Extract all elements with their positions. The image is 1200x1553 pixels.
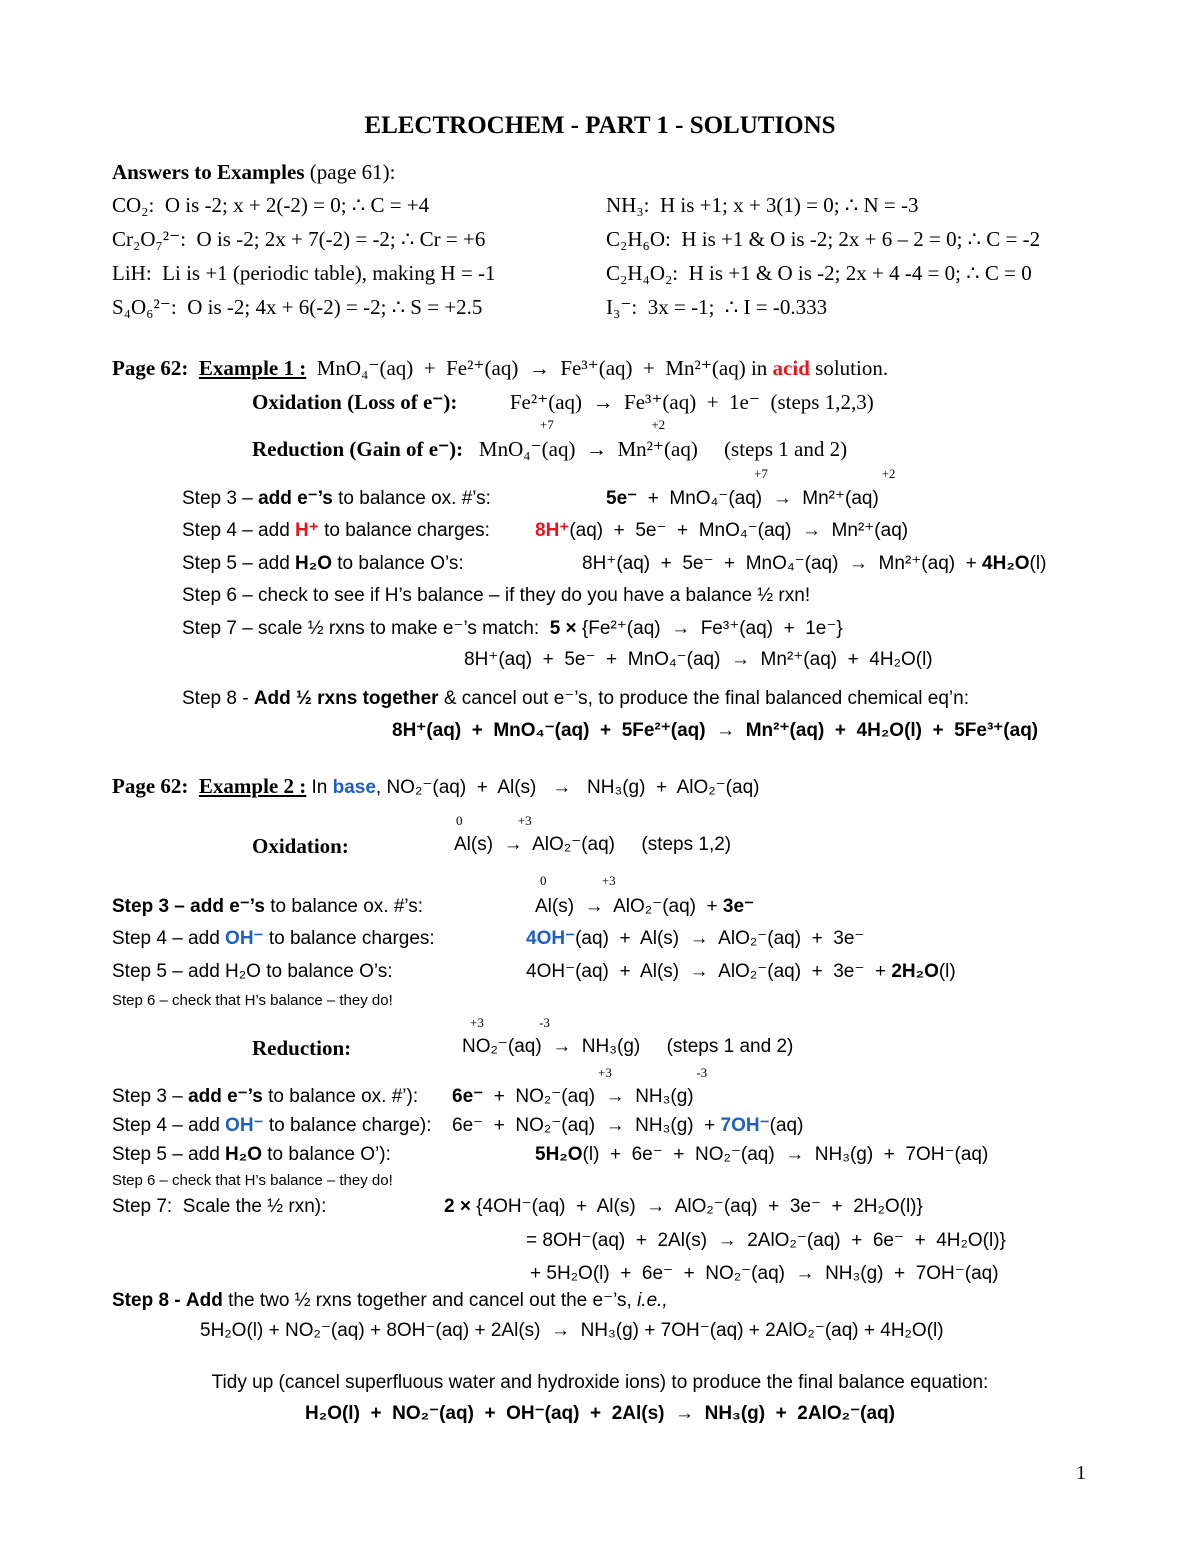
example2-header — [112, 774, 759, 799]
ex2-step8-eq: 5H₂O(l) + NO₂⁻(aq) + 8OH⁻(aq) + 2Al(s) → NH₃(g) + 7OH⁻(aq) + 2AlO₂⁻(aq) + 4H₂O(l) — [200, 1320, 944, 1341]
ex1-step7-bold: 5 × — [549, 618, 577, 639]
ex1-reduction-eq: MnO₄⁻(aq) → Mn²⁺(aq) (steps 1 and 2) — [478, 437, 848, 461]
ex2-reduction-eq: NO₂⁻(aq) → NH₃(g) (steps 1 and 2) — [462, 1036, 794, 1057]
answer-i3: I₃⁻: 3x = -1; ∴ I = -0.333 — [606, 295, 828, 319]
ex1-step3-eq-bold: 5e⁻ — [606, 488, 638, 509]
ex1-step3-pre: Step 3 – — [182, 488, 253, 509]
ex2-ox-step3-post: to balance ox. #’s: — [270, 896, 424, 917]
ex2-step8 — [112, 1290, 668, 1312]
ex1-oxidation-label: Oxidation (Loss of e⁻): — [252, 390, 458, 414]
ex2-ox-step4-eq-rest: (aq) + Al(s) → AlO₂⁻(aq) + 3e⁻ — [575, 928, 865, 949]
ex2-red-step4-eq-end: (aq) — [769, 1115, 804, 1136]
ex2-red-step4-ion: OH⁻ — [225, 1115, 264, 1136]
ex2-ox-step5-eq-bold: 2H₂O — [891, 961, 939, 982]
ex2-red-step5-bold: H₂O — [225, 1144, 262, 1165]
answer-lih: LiH: Li is +1 (periodic table), making H = -1 — [112, 261, 496, 285]
ex2-ox-step4 — [112, 928, 435, 950]
ex2-oxidation-line — [252, 834, 349, 858]
ex1-step3-eq-rest: + MnO₄⁻(aq) → Mn²⁺(aq) — [647, 488, 879, 509]
ex1-step5-bold: H₂O — [295, 553, 332, 574]
ex1-step7-eq2: 8H⁺(aq) + 5e⁻ + MnO₄⁻(aq) → Mn²⁺(aq) + 4H₂O(l) — [464, 649, 933, 670]
ex1-step5-post: to balance O’s: — [337, 553, 464, 574]
example1-header — [112, 356, 888, 380]
ex2-ox-step6: Step 6 – check that H’s balance – they do! — [112, 992, 393, 1009]
ex2-ox-numbers-2: 0 +3 — [540, 873, 616, 888]
ex2-red-step3-pre: Step 3 – — [112, 1086, 183, 1107]
ex2-red-step4-eq — [452, 1115, 803, 1137]
ex2-ox-step4-post: to balance charges: — [268, 928, 435, 949]
ex2-red-step5-eq-bold: 5H₂O — [535, 1144, 583, 1165]
acid-keyword: acid — [772, 356, 810, 380]
ex2-step7-eq2: = 8OH⁻(aq) + 2Al(s) → 2AlO₂⁻(aq) + 6e⁻ + 4H₂O(l)} — [526, 1230, 1006, 1251]
answer-c2h6o: C₂H₆O: H is +1 & O is -2; 2x + 6 – 2 = 0; ∴ C = -2 — [606, 227, 1041, 251]
ex2-red-step4-pre: Step 4 – add — [112, 1115, 220, 1136]
ex2-step7-eq-rest: {4OH⁻(aq) + Al(s) → AlO₂⁻(aq) + 3e⁻ + 2H₂O(l)} — [476, 1196, 923, 1217]
base-keyword: base — [332, 777, 376, 798]
ex2-red-step4-eq-rest: 6e⁻ + NO₂⁻(aq) → NH₃(g) + — [452, 1115, 716, 1136]
ex2-ox-numbers-1: 0 +3 — [456, 813, 532, 828]
ex2-reduction-label: Reduction: — [252, 1036, 352, 1060]
ex2-ox-step3-eq-bold: 3e⁻ — [722, 896, 755, 917]
ex2-ox-step5-eq-end: (l) — [938, 961, 956, 982]
ex2-ox-step3 — [112, 896, 423, 918]
ex2-red-step3-post: to balance ox. #’): — [268, 1086, 419, 1107]
example1-solution: solution. — [815, 356, 889, 380]
ex2-red-step5-eq-rest: (l) + 6e⁻ + NO₂⁻(aq) → NH₃(g) + 7OH⁻(aq) — [582, 1144, 989, 1165]
ex2-red-step4-post: to balance charge): — [268, 1115, 432, 1136]
ex1-step8-post: & cancel out e⁻’s, to produce the final balanced chemical eq’n: — [443, 688, 969, 709]
ex1-reduction-line — [252, 437, 847, 461]
ex1-step4-ion: H⁺ — [295, 520, 319, 541]
ex1-step5 — [182, 553, 464, 575]
ex2-red-numbers-2: +3 -3 — [598, 1065, 708, 1080]
ex1-step4 — [182, 520, 490, 542]
ex1-step8 — [182, 688, 969, 710]
answers-heading — [112, 160, 395, 184]
ex2-ox-step4-eq-ion: 4OH⁻ — [526, 928, 576, 949]
ex2-step8-post: the two ½ rxns together and cancel out the e⁻’s, — [228, 1290, 632, 1311]
ex1-step5-eq-rest: 8H⁺(aq) + 5e⁻ + MnO₄⁻(aq) → Mn²⁺(aq) + — [582, 553, 977, 574]
ex1-step4-eq-ion: 8H⁺ — [535, 520, 570, 541]
ex2-ox-step5-eq-rest: 4OH⁻(aq) + Al(s) → AlO₂⁻(aq) + 3e⁻ + — [526, 961, 887, 982]
ex2-red-step3-bold: add e⁻’s — [188, 1086, 263, 1107]
ex1-step3 — [182, 488, 491, 510]
ex2-red-step4-eq-ion: 7OH⁻ — [720, 1115, 770, 1136]
ex2-ox-step5: Step 5 – add H₂O to balance O’s: — [112, 961, 393, 982]
ex1-step4-post: to balance charges: — [324, 520, 490, 541]
ex2-tidy-text: Tidy up (cancel superfluous water and hydroxide ions) to produce the final balance equation: — [211, 1372, 989, 1393]
ex1-step5-pre: Step 5 – add — [182, 553, 290, 574]
ex2-ox-step5-eq — [526, 961, 956, 983]
answer-s4o6: S₄O₆²⁻: O is -2; 4x + 6(-2) = -2; ∴ S = +2.5 — [112, 295, 483, 319]
ex1-step5-eq-bold: 4H₂O — [982, 553, 1030, 574]
ex2-step7-bold: 2 × — [444, 1196, 471, 1217]
ex2-reduction-line — [252, 1036, 351, 1060]
ex2-red-step6: Step 6 – check that H’s balance – they do! — [112, 1172, 393, 1189]
ex2-red-step5-post: to balance O’): — [267, 1144, 391, 1165]
ex2-final-equation: H₂O(l) + NO₂⁻(aq) + OH⁻(aq) + 2Al(s) → NH₃(g) + 2AlO₂⁻(aq) — [305, 1403, 895, 1424]
ex2-step8-ie: i.e., — [637, 1290, 668, 1311]
example2-in: In — [311, 777, 328, 798]
ex1-step6: Step 6 – check to see if H’s balance – if they do you have a balance ½ rxn! — [182, 585, 811, 606]
ex2-ox-step3-eq — [535, 896, 754, 918]
ex2-step8-bold: Add — [185, 1290, 223, 1311]
example2-page-label: Page 62: — [112, 774, 189, 798]
ex1-step8-pre: Step 8 - — [182, 688, 249, 709]
ex1-step7-text: Step 7 – scale ½ rxns to make e⁻’s match: — [182, 618, 540, 639]
ex2-ox-step4-pre: Step 4 – add — [112, 928, 220, 949]
ex2-red-step5-eq — [535, 1144, 988, 1166]
ex2-oxidation-label: Oxidation: — [252, 834, 349, 858]
ex1-oxidation-line — [252, 390, 874, 414]
ex2-ox-step3-eq-rest: Al(s) → AlO₂⁻(aq) + — [535, 896, 718, 917]
ex1-step7 — [182, 618, 843, 640]
ex2-oxidation-eq: Al(s) → AlO₂⁻(aq) (steps 1,2) — [454, 834, 732, 855]
ex2-red-step3-eq-rest: + NO₂⁻(aq) → NH₃(g) — [493, 1086, 694, 1107]
ex2-ox-step4-eq — [526, 928, 864, 950]
ex2-red-step5 — [112, 1144, 391, 1166]
ex2-step7-eq — [444, 1196, 923, 1218]
ex2-red-step5-pre: Step 5 – add — [112, 1144, 220, 1165]
example1-label: Example 1 : — [198, 356, 307, 380]
ex2-ox-step3-bold: add e⁻’s — [190, 896, 265, 917]
ex1-step5-eq — [582, 553, 1046, 575]
ex2-red-step3 — [112, 1086, 418, 1108]
ex2-ox-step3-pre: Step 3 – — [112, 896, 185, 917]
ex1-step5-eq-end: (l) — [1029, 553, 1047, 574]
page-number: 1 — [1076, 1462, 1086, 1484]
ex1-step3-eq — [606, 488, 879, 510]
ex2-ox-step4-ion: OH⁻ — [225, 928, 264, 949]
answer-cr2o7: Cr₂O₇²⁻: O is -2; 2x + 7(-2) = -2; ∴ Cr = +6 — [112, 227, 486, 251]
example2-label: Example 2 : — [198, 774, 307, 798]
ex2-step8-pre: Step 8 - — [112, 1290, 181, 1311]
answer-c2h4o2: C₂H₄O₂: H is +1 & O is -2; 2x + 4 -4 = 0; ∴ C = 0 — [606, 261, 1032, 285]
ex1-reduction-label: Reduction (Gain of e⁻): — [252, 437, 464, 461]
example2-equation: , NO₂⁻(aq) + Al(s) → NH₃(g) + AlO₂⁻(aq) — [375, 777, 760, 798]
ex1-reduction-ox-numbers: +7 +2 — [540, 417, 666, 432]
ex1-step3-bold: add e⁻’s — [258, 488, 333, 509]
example1-equation: MnO₄⁻(aq) + Fe²⁺(aq) → Fe³⁺(aq) + Mn²⁺(aq) in — [316, 356, 768, 380]
answers-heading-label: Answers to Examples — [112, 160, 305, 184]
page-title: ELECTROCHEM - PART 1 - SOLUTIONS — [364, 112, 836, 139]
ex1-step4-pre: Step 4 – add — [182, 520, 290, 541]
ex1-oxidation-eq: Fe²⁺(aq) → Fe³⁺(aq) + 1e⁻ (steps 1,2,3) — [509, 390, 874, 414]
ex1-final-equation: 8H⁺(aq) + MnO₄⁻(aq) + 5Fe²⁺(aq) → Mn²⁺(aq) + 4H₂O(l) + 5Fe³⁺(aq) — [392, 720, 1039, 741]
ex1-step4-eq-rest: (aq) + 5e⁻ + MnO₄⁻(aq) → Mn²⁺(aq) — [569, 520, 909, 541]
ex2-red-numbers-1: +3 -3 — [470, 1015, 550, 1030]
answer-nh3: NH₃: H is +1; x + 3(1) = 0; ∴ N = -3 — [606, 193, 919, 217]
ex1-step4-eq — [535, 520, 908, 542]
ex1-step3-post: to balance ox. #’s: — [338, 488, 491, 509]
example1-page-label: Page 62: — [112, 356, 189, 380]
answers-page-ref: (page 61): — [309, 160, 396, 184]
ex1-step8-bold: Add ½ rxns together — [253, 688, 439, 709]
ex2-red-step3-eq-bold: 6e⁻ — [452, 1086, 484, 1107]
ex1-step7-eq: {Fe²⁺(aq) → Fe³⁺(aq) + 1e⁻} — [581, 618, 843, 639]
ex2-step7-label: Step 7: Scale the ½ rxn): — [112, 1196, 327, 1217]
ex2-red-step4 — [112, 1115, 432, 1137]
ex1-step3-ox-numbers: +7 +2 — [754, 466, 896, 481]
ex2-step7-eq3: + 5H₂O(l) + 6e⁻ + NO₂⁻(aq) → NH₃(g) + 7OH⁻(aq) — [530, 1263, 999, 1284]
answer-co2: CO₂: O is -2; x + 2(-2) = 0; ∴ C = +4 — [112, 193, 430, 217]
ex2-red-step3-eq — [452, 1086, 694, 1108]
